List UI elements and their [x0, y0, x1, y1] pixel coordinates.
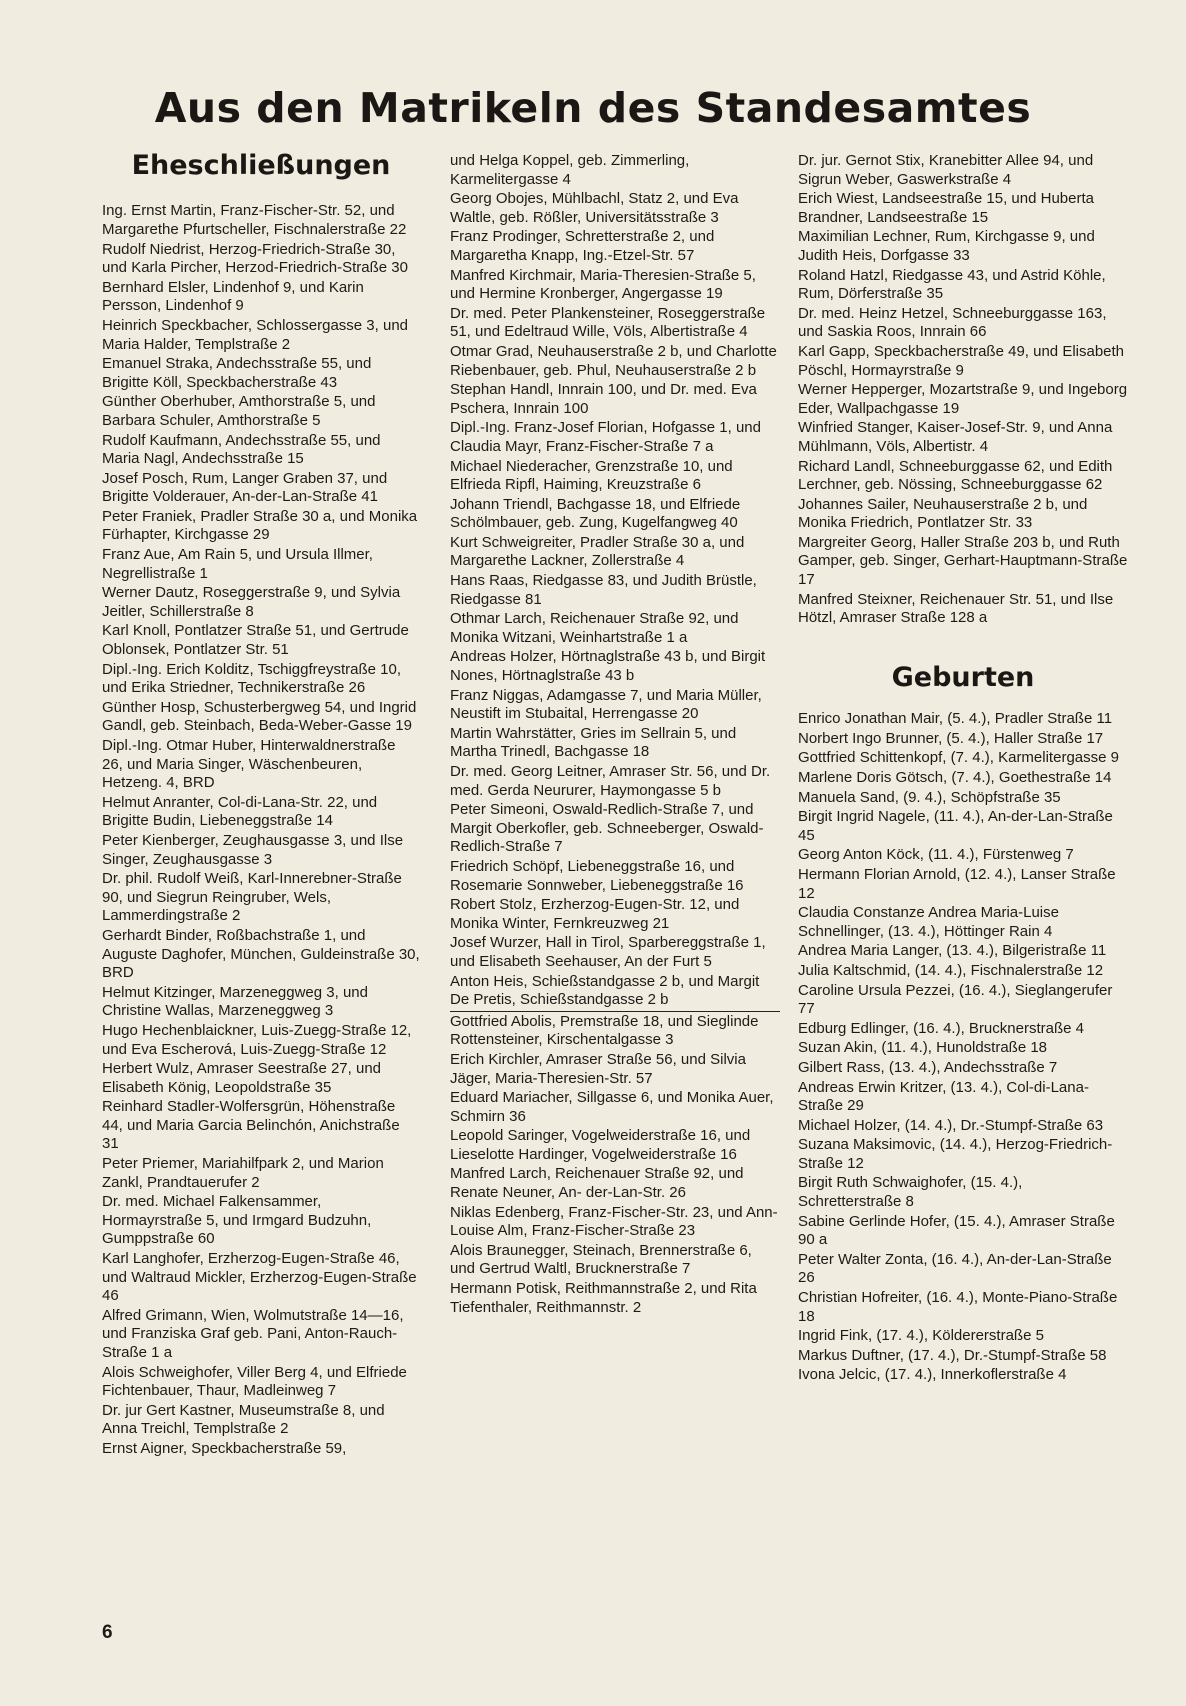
birth-entry: Gilbert Rass, (13. 4.), Andechsstraße 7	[798, 1058, 1058, 1076]
birth-entry: Ingrid Fink, (17. 4.), Köldererstraße 5	[798, 1327, 1044, 1345]
marriage-entry: Friedrich Schöpf, Liebeneggstraße 16, und Rosemarie Sonnweber, Liebeneggstraße 16	[450, 857, 744, 894]
marriage-entry: Rudolf Niedrist, Herzog-Friedrich-Straße 30, und Karla Pircher, Herzod-Friedrich-Straße 30	[102, 240, 408, 277]
birth-entry: Sabine Gerlinde Hofer, (15. 4.), Amraser Straße 90 a	[798, 1212, 1115, 1249]
marriage-entry: Werner Hepperger, Mozartstraße 9, und Ingeborg Eder, Wallpachgasse 19	[798, 381, 1128, 417]
marriage-entry: Otmar Grad, Neuhauserstraße 2 b, und Charlotte Riebenbauer, geb. Phul, Neuhauserstraße 2 b	[450, 342, 777, 379]
marriage-entry: Gerhardt Binder, Roßbachstraße 1, und Auguste Daghofer, München, Guldeinstraße 30, BRD	[102, 926, 420, 982]
marriage-entry: Eduard Mariacher, Sillgasse 6, und Monika Auer, Schmirn 36	[450, 1089, 774, 1125]
births-list	[798, 710, 1128, 1385]
marriage-entry: Herbert Wulz, Amraser Seestraße 27, und Elisabeth König, Leopoldstraße 35	[102, 1060, 382, 1096]
column-3	[798, 152, 1128, 1386]
birth-entry: Suzan Akin, (11. 4.), Hunoldstraße 18	[798, 1039, 1048, 1057]
marriage-entry: Rudolf Kaufmann, Andechsstraße 55, und Maria Nagl, Andechsstraße 15	[102, 431, 381, 468]
marriage-entry: Erich Kirchler, Amraser Straße 56, und Silvia Jäger, Maria-Theresien-Str. 57	[450, 1050, 746, 1087]
birth-entry: Christian Hofreiter, (16. 4.), Monte-Piano-Straße 18	[798, 1289, 1118, 1325]
marriage-entry: Gottfried Abolis, Premstraße 18, und Sieglinde Rottensteiner, Kirschentalgasse 3	[450, 1012, 759, 1049]
birth-entry: Julia Kaltschmid, (14. 4.), Fischnalerstraße 12	[798, 961, 1104, 979]
birth-entry: Birgit Ruth Schwaighofer, (15. 4.), Schretterstraße 8	[798, 1174, 1023, 1211]
marriage-entry: Richard Landl, Schneeburggasse 62, und Edith Lerchner, geb. Nössing, Schneeburggasse 62	[798, 457, 1113, 494]
marriage-entry: Franz Niggas, Adamgasse 7, und Maria Müller, Neustift im Stubaital, Herrengasse 20	[450, 686, 762, 723]
marriage-entry: Werner Dautz, Roseggerstraße 9, und Sylvia Jeitler, Schillerstraße 8	[102, 584, 401, 620]
marriages-list-part-3	[798, 152, 1128, 628]
marriage-entry: Günther Hosp, Schusterbergweg 54, und Ingrid Gandl, geb. Steinbach, Beda-Weber-Gasse 19	[102, 698, 417, 735]
marriages-heading: Eheschließungen	[131, 150, 391, 181]
marriage-entry: Alois Schweighofer, Viller Berg 4, und Elfriede Fichtenbauer, Thaur, Madleinweg 7	[102, 1363, 407, 1400]
marriage-entry: Helmut Anranter, Col-di-Lana-Str. 22, und Brigitte Budin, Liebeneggstraße 14	[102, 793, 378, 830]
birth-entry: Manuela Sand, (9. 4.), Schöpfstraße 35	[798, 788, 1061, 806]
marriage-entry: Peter Simeoni, Oswald-Redlich-Straße 7, und Margit Oberkofler, geb. Schneeberger, Oswald-Redlich-Straße 7	[450, 801, 764, 856]
birth-entry: Andrea Maria Langer, (13. 4.), Bilgeristraße 11	[798, 942, 1107, 960]
marriage-entry: Günther Oberhuber, Amthorstraße 5, und Barbara Schuler, Amthorstraße 5	[102, 393, 376, 429]
birth-entry: Markus Duftner, (17. 4.), Dr.-Stumpf-Straße 58	[798, 1346, 1107, 1364]
page-title: Aus den Matrikeln des Standesamtes	[154, 84, 1032, 132]
marriage-entry: Dipl.-Ing. Otmar Huber, Hinterwaldnerstraße 26, und Maria Singer, Wäschenbeuren, Hetzeng. 4, BRD	[102, 737, 396, 792]
marriage-entry: Johann Triendl, Bachgasse 18, und Elfriede Schölmbauer, geb. Zung, Kugelfangweg 40	[450, 495, 741, 532]
marriage-entry: Margreiter Georg, Haller Straße 203 b, und Ruth Gamper, geb. Singer, Gerhart-Hauptmann-Straße 17	[798, 533, 1128, 589]
marriage-entry: Franz Aue, Am Rain 5, und Ursula Illmer, Negrellistraße 1	[102, 546, 373, 582]
marriage-entry: Karl Knoll, Pontlatzer Straße 51, und Gertrude Oblonsek, Pontlatzer Str. 51	[102, 622, 409, 659]
birth-entry: Andreas Erwin Kritzer, (13. 4.), Col-di-Lana-Straße 29	[798, 1078, 1089, 1115]
marriage-entry: Johannes Sailer, Neuhauserstraße 2 b, und Monika Friedrich, Pontlatzer Str. 33	[798, 495, 1088, 532]
marriage-entry: Kurt Schweigreiter, Pradler Straße 30 a, und Margarethe Lackner, Zollerstraße 4	[450, 533, 745, 570]
marriage-entry: und Helga Koppel, geb. Zimmerling, Karmelitergasse 4	[450, 152, 690, 188]
column-1	[102, 150, 420, 1460]
marriage-entry: Othmar Larch, Reichenauer Straße 92, und Monika Witzani, Weinhartstraße 1 a	[450, 610, 739, 646]
birth-entry: Suzana Maksimovic, (14. 4.), Herzog-Friedrich-Straße 12	[798, 1136, 1113, 1172]
marriage-entry: Manfred Kirchmair, Maria-Theresien-Straße 5, und Hermine Kronberger, Angergasse 19	[450, 266, 756, 303]
marriage-entry: Dr. med. Michael Falkensammer, Hormayrstraße 5, und Irmgard Budzuhn, Gumppstraße 60	[102, 1193, 372, 1248]
marriage-entry: Erich Wiest, Landseestraße 15, und Huberta Brandner, Landseestraße 15	[798, 190, 1094, 226]
column-2	[450, 152, 780, 1318]
marriage-entry: Niklas Edenberg, Franz-Fischer-Str. 23, und Ann-Louise Alm, Franz-Fischer-Straße 23	[450, 1203, 778, 1240]
marriage-entry: Winfried Stanger, Kaiser-Josef-Str. 9, und Anna Mühlmann, Völs, Albertistr. 4	[798, 419, 1113, 455]
marriage-entry: Emanuel Straka, Andechsstraße 55, und Brigitte Köll, Speckbacherstraße 43	[102, 355, 372, 391]
page-number: 6	[102, 1622, 113, 1643]
marriage-entry: Andreas Holzer, Hörtnaglstraße 43 b, und Birgit Nones, Hörtnaglstraße 43 b	[450, 648, 766, 685]
marriage-entry: Dr. med. Heinz Hetzel, Schneeburggasse 163, und Saskia Roos, Innrain 66	[798, 304, 1107, 341]
marriage-entry: Dr. med. Georg Leitner, Amraser Str. 56, und Dr. med. Gerda Neururer, Haymongasse 5 b	[450, 763, 771, 799]
marriage-entry: Karl Gapp, Speckbacherstraße 49, und Elisabeth Pöschl, Hormayrstraße 9	[798, 342, 1125, 379]
marriage-entry: Ernst Aigner, Speckbacherstraße 59,	[102, 1439, 347, 1457]
birth-entry: Norbert Ingo Brunner, (5. 4.), Haller Straße 17	[798, 729, 1104, 747]
birth-entry: Georg Anton Köck, (11. 4.), Fürstenweg 7	[798, 846, 1074, 864]
marriage-entry: Alfred Grimann, Wien, Wolmutstraße 14—16, und Franziska Graf geb. Pani, Anton-Rauch-Straße 1 a	[102, 1306, 404, 1362]
marriage-entry: Maximilian Lechner, Rum, Kirchgasse 9, und Judith Heis, Dorfgasse 33	[798, 228, 1095, 264]
birth-entry: Marlene Doris Götsch, (7. 4.), Goethestraße 14	[798, 769, 1112, 787]
birth-entry: Edburg Edlinger, (16. 4.), Brucknerstraße 4	[798, 1019, 1084, 1037]
marriage-entry: Hermann Potisk, Reithmannstraße 2, und Rita Tiefenthaler, Reithmannstr. 2	[450, 1280, 757, 1316]
marriages-list-part-2	[450, 152, 780, 1317]
marriage-entry: Dipl.-Ing. Erich Kolditz, Tschiggfreystraße 10, und Erika Striedner, Technikerstraße 26	[102, 660, 402, 697]
birth-entry: Gottfried Schittenkopf, (7. 4.), Karmelitergasse 9	[798, 749, 1119, 767]
marriage-entry: Heinrich Speckbacher, Schlossergasse 3, und Maria Halder, Templstraße 2	[102, 316, 409, 353]
marriage-entry: Manfred Steixner, Reichenauer Str. 51, und Ilse Hötzl, Amraser Straße 128 a	[798, 590, 1114, 627]
marriage-entry: Dr. med. Peter Plankensteiner, Roseggerstraße 51, und Edeltraud Wille, Völs, Albertistraße 4	[450, 304, 766, 341]
marriage-entry: Anton Heis, Schießstandgasse 2 b, und Margit De Pretis, Schießstandgasse 2 b	[450, 973, 780, 1012]
marriage-entry: Josef Wurzer, Hall in Tirol, Sparbereggstraße 1, und Elisabeth Seehauser, An der Furt 5	[450, 934, 766, 970]
marriage-entry: Dr. jur Gert Kastner, Museumstraße 8, und Anna Treichl, Templstraße 2	[102, 1401, 385, 1438]
birth-entry: Hermann Florian Arnold, (12. 4.), Lanser Straße 12	[798, 865, 1116, 902]
marriage-entry: Karl Langhofer, Erzherzog-Eugen-Straße 46, und Waltraud Mickler, Erzherzog-Eugen-Straße 46	[102, 1250, 417, 1305]
marriage-entry: Peter Kienberger, Zeughausgasse 3, und Ilse Singer, Zeughausgasse 3	[102, 831, 404, 868]
birth-entry: Caroline Ursula Pezzei, (16. 4.), Sieglangerufer 77	[798, 981, 1113, 1018]
marriage-entry: Helmut Kitzinger, Marzeneggweg 3, und Christine Wallas, Marzeneggweg 3	[102, 983, 368, 1020]
marriage-entry: Leopold Saringer, Vogelweiderstraße 16, und Lieselotte Hardinger, Vogelweiderstraße 16	[450, 1127, 751, 1163]
marriage-entry: Hans Raas, Riedgasse 83, und Judith Brüstle, Riedgasse 81	[450, 572, 757, 608]
marriage-entry: Martin Wahrstätter, Gries im Sellrain 5, und Martha Trinedl, Bachgasse 18	[450, 724, 737, 761]
birth-entry: Ivona Jelcic, (17. 4.), Innerkoflerstraße 4	[798, 1366, 1067, 1384]
marriage-entry: Michael Niederacher, Grenzstraße 10, und Elfrieda Ripfl, Haiming, Kreuzstraße 6	[450, 457, 733, 494]
birth-entry: Peter Walter Zonta, (16. 4.), An-der-Lan-Straße 26	[798, 1250, 1112, 1287]
births-heading: Geburten	[891, 661, 1035, 693]
birth-entry: Claudia Constanze Andrea Maria-Luise Schnellinger, (13. 4.), Höttinger Rain 4	[798, 904, 1059, 940]
marriage-entry: Peter Franiek, Pradler Straße 30 a, und Monika Fürhapter, Kirchgasse 29	[102, 507, 418, 544]
marriage-entry: Robert Stolz, Erzherzog-Eugen-Str. 12, und Monika Winter, Fernkreuzweg 21	[450, 896, 740, 932]
birth-entry: Birgit Ingrid Nagele, (11. 4.), An-der-Lan-Straße 45	[798, 808, 1113, 844]
marriage-entry: Bernhard Elsler, Lindenhof 9, und Karin Persson, Lindenhof 9	[102, 278, 364, 315]
marriage-entry: Hugo Hechenblaickner, Luis-Zuegg-Straße 12, und Eva Escherová, Luis-Zuegg-Straße 12	[102, 1021, 412, 1058]
marriage-entry: Dipl.-Ing. Franz-Josef Florian, Hofgasse 1, und Claudia Mayr, Franz-Fischer-Straße 7 a	[450, 419, 761, 455]
marriage-entry: Manfred Larch, Reichenauer Straße 92, und Renate Neuner, An- der-Lan-Str. 26	[450, 1165, 744, 1202]
marriage-entry: Georg Obojes, Mühlbachl, Statz 2, und Eva Waltle, geb. Rößler, Universitätsstraße 3	[450, 190, 739, 226]
marriage-entry: Roland Hatzl, Riedgasse 43, und Astrid Köhle, Rum, Dörferstraße 35	[798, 266, 1106, 303]
marriage-entry: Dr. jur. Gernot Stix, Kranebitter Allee 94, und Sigrun Weber, Gaswerkstraße 4	[798, 152, 1094, 188]
marriage-entry: Reinhard Stadler-Wolfersgrün, Höhenstraße 44, und Maria Garcia Belinchón, Anichstraße 31	[102, 1098, 400, 1153]
marriage-entry: Peter Priemer, Mariahilfpark 2, und Marion Zankl, Prandtauerufer 2	[102, 1155, 384, 1191]
birth-entry: Michael Holzer, (14. 4.), Dr.-Stumpf-Straße 63	[798, 1116, 1104, 1134]
marriages-list-part-1	[102, 202, 420, 1458]
marriage-entry: Alois Braunegger, Steinach, Brennerstraße 6, und Gertrud Waltl, Brucknerstraße 7	[450, 1241, 752, 1278]
marriage-entry: Dr. phil. Rudolf Weiß, Karl-Innerebner-Straße 90, und Siegrun Reingruber, Wels, Lammerdingstraße 2	[102, 870, 402, 925]
marriage-entry: Stephan Handl, Innrain 100, und Dr. med. Eva Pschera, Innrain 100	[450, 381, 757, 417]
marriage-entry: Franz Prodinger, Schretterstraße 2, und Margaretha Knapp, Ing.-Etzel-Str. 57	[450, 228, 715, 264]
marriage-entry: Josef Posch, Rum, Langer Graben 37, und Brigitte Volderauer, An-der-Lan-Straße 41	[102, 469, 388, 506]
birth-entry: Enrico Jonathan Mair, (5. 4.), Pradler Straße 11	[798, 710, 1113, 728]
marriage-entry: Ing. Ernst Martin, Franz-Fischer-Str. 52, und Margarethe Pfurtscheller, Fischnalerstraße 22	[102, 202, 407, 238]
